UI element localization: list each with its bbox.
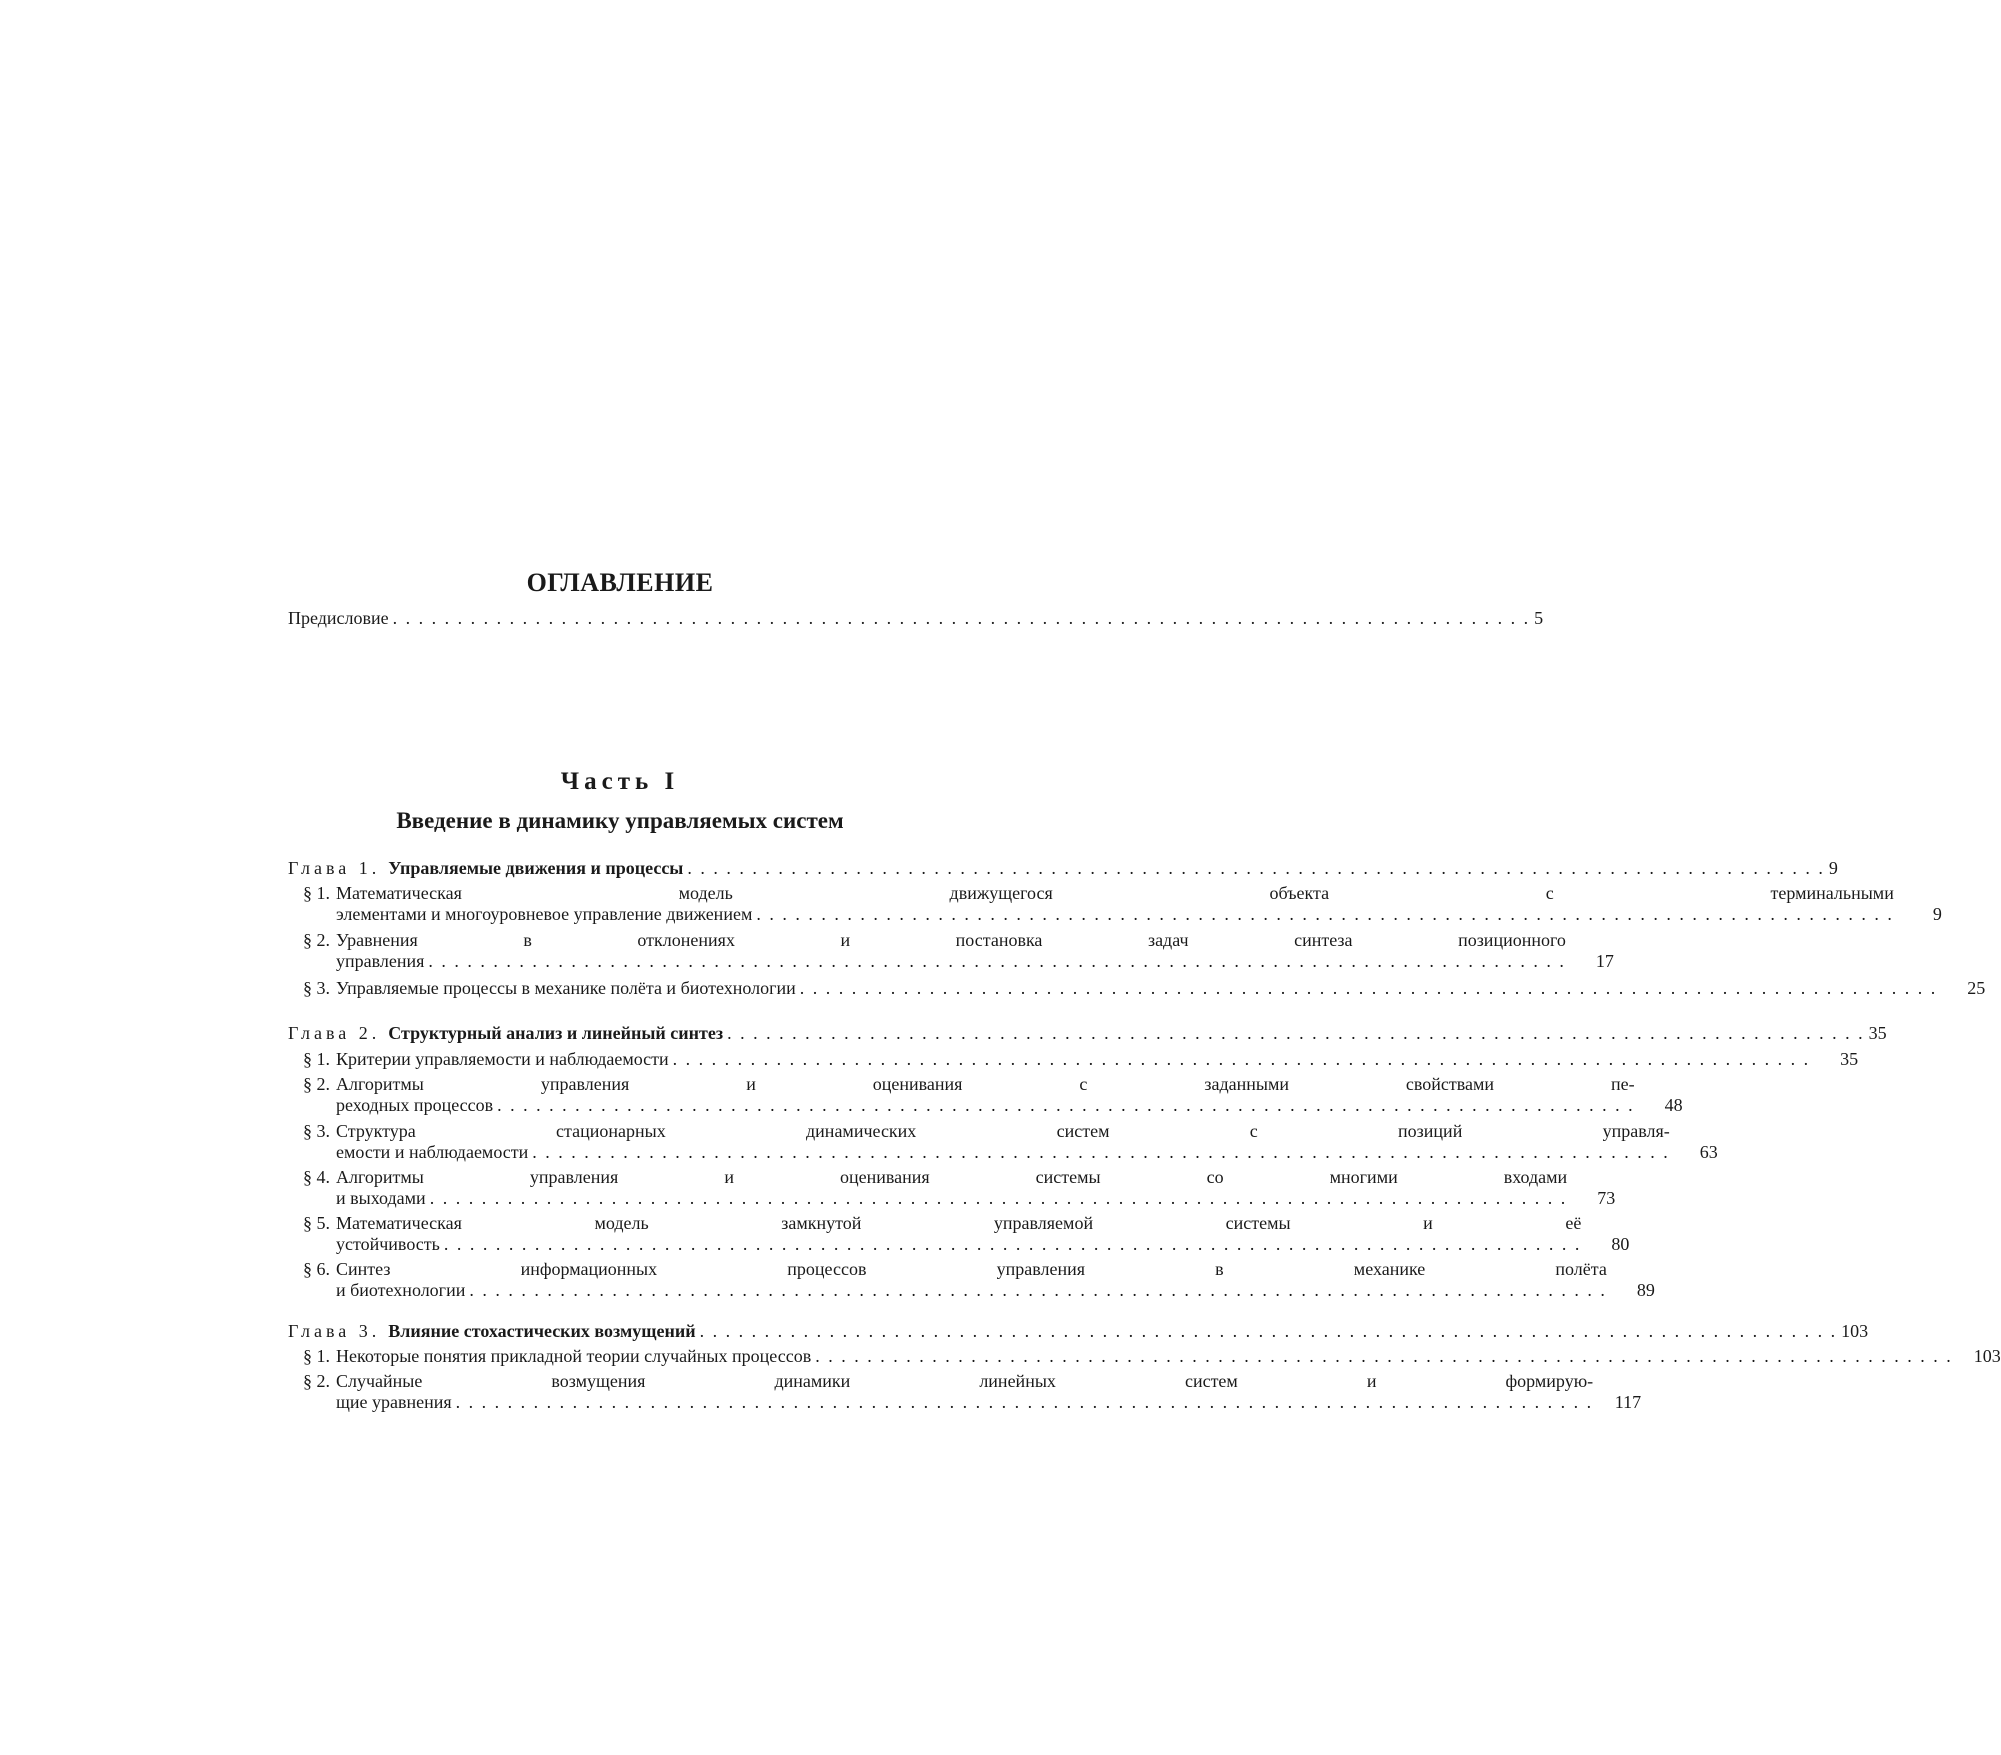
chapter-title: Влияние стохастических возмущений <box>388 1321 696 1341</box>
section-title-line: элементами и многоуровневое управление движением <box>336 904 753 924</box>
toc-entry-label: Предисловие <box>288 608 389 628</box>
page-title: ОГЛАВЛЕНИЕ <box>526 568 714 597</box>
chapter-title: Структурный анализ и линейный синтез <box>388 1023 724 1043</box>
section-number: § 2. <box>303 930 330 950</box>
section-number: § 5. <box>303 1213 330 1233</box>
dot-leader <box>756 904 1894 925</box>
section-title-line: и биотехнологии <box>336 1280 466 1300</box>
chapter-prefix: Глава 3. <box>288 1321 381 1341</box>
section-title-line: Некоторые понятия прикладной теории случайных процессов <box>336 1346 812 1366</box>
page-number: 89 <box>1636 1280 1655 1300</box>
dot-leader <box>469 1280 1607 1301</box>
page-number: 35 <box>1868 1023 1887 1043</box>
dot-leader <box>687 858 1825 879</box>
section-title-line: Алгоритмы управления и оценивания с заданными свойствами пе- <box>336 1074 1635 1094</box>
dot-leader <box>673 1049 1811 1070</box>
section-number: § 4. <box>303 1167 330 1187</box>
section-number: § 6. <box>303 1259 330 1279</box>
toc-section-3-1[interactable] <box>303 1346 2001 1367</box>
page-number: 103 <box>1973 1346 2001 1366</box>
chapter-prefix: Глава 1. <box>288 858 381 878</box>
section-title-line: Случайные возмущения динамики линейных систем и формирую- <box>336 1371 1594 1391</box>
dot-leader <box>815 1346 1953 1367</box>
toc-chapter-1[interactable] <box>288 858 1838 879</box>
toc-section-2-5[interactable] <box>303 1213 1630 1255</box>
page-number: 5 <box>1534 608 1544 628</box>
page-number: 63 <box>1699 1142 1718 1162</box>
section-title-line: Структура стационарных динамических систем с позиций управля- <box>336 1121 1670 1141</box>
toc-entry-preface[interactable] <box>288 608 1544 629</box>
section-number: § 1. <box>303 1049 330 1069</box>
page-number: 103 <box>1841 1321 1869 1341</box>
dot-leader <box>727 1023 1865 1044</box>
section-number: § 1. <box>303 883 330 903</box>
section-title-line: щие уравнения <box>336 1392 452 1412</box>
dot-leader <box>456 1392 1594 1413</box>
page-number: 117 <box>1614 1392 1642 1412</box>
dot-leader <box>430 1188 1568 1209</box>
toc-section-2-4[interactable] <box>303 1167 1616 1209</box>
section-title-line: Алгоритмы управления и оценивания системы со многими входами <box>336 1167 1568 1187</box>
page-number: 25 <box>1967 978 1986 998</box>
section-title-line: управления <box>336 951 425 971</box>
dot-leader <box>497 1095 1635 1116</box>
dot-leader <box>393 608 1531 629</box>
section-title-line: Математическая модель замкнутой управляемой системы и её <box>336 1213 1582 1233</box>
section-title-line: Управляемые процессы в механике полёта и биотехнологии <box>336 978 796 998</box>
section-title-line: Критерии управляемости и наблюдаемости <box>336 1049 669 1069</box>
section-title-line: Синтез информационных процессов управления в механике полёта <box>336 1259 1607 1279</box>
part-label: Часть I <box>560 768 680 795</box>
page-number: 48 <box>1664 1095 1683 1115</box>
page-number: 73 <box>1597 1188 1616 1208</box>
toc-section-1-3[interactable] <box>303 978 1986 999</box>
part-title: Введение в динамику управляемых систем <box>396 808 844 833</box>
page-number: 80 <box>1611 1234 1630 1254</box>
section-number: § 1. <box>303 1346 330 1366</box>
dot-leader <box>532 1142 1670 1163</box>
section-number: § 2. <box>303 1371 330 1391</box>
section-title-line: Уравнения в отклонениях и постановка задач синтеза позиционного <box>336 930 1566 950</box>
chapter-prefix: Глава 2. <box>288 1023 381 1043</box>
page-number: 17 <box>1595 951 1614 971</box>
section-number: § 2. <box>303 1074 330 1094</box>
section-number: § 3. <box>303 978 330 998</box>
toc-chapter-2[interactable] <box>288 1023 1887 1044</box>
section-title-line: емости и наблюдаемости <box>336 1142 529 1162</box>
dot-leader <box>444 1234 1582 1255</box>
section-title-line: реходных процессов <box>336 1095 494 1115</box>
toc-section-1-2[interactable] <box>303 930 1614 972</box>
toc-section-2-2[interactable] <box>303 1074 1683 1116</box>
section-number: § 3. <box>303 1121 330 1141</box>
section-title-line: и выходами <box>336 1188 426 1208</box>
dot-leader <box>700 1321 1838 1342</box>
page-number: 9 <box>1932 904 1942 924</box>
dot-leader <box>800 978 1938 999</box>
toc-section-2-3[interactable] <box>303 1121 1718 1163</box>
toc-section-2-1[interactable] <box>303 1049 1859 1070</box>
dot-leader <box>428 951 1566 972</box>
section-title-line: Математическая модель движущегося объекта с терминальными <box>336 883 1894 903</box>
page-number: 9 <box>1828 858 1838 878</box>
section-title-line: устойчивость <box>336 1234 440 1254</box>
toc-chapter-3[interactable] <box>288 1321 1869 1342</box>
toc-section-3-2[interactable] <box>303 1371 1642 1413</box>
toc-section-2-6[interactable] <box>303 1259 1655 1301</box>
page-number: 35 <box>1840 1049 1859 1069</box>
chapter-title: Управляемые движения и процессы <box>388 858 684 878</box>
toc-section-1-1[interactable] <box>303 883 1942 925</box>
